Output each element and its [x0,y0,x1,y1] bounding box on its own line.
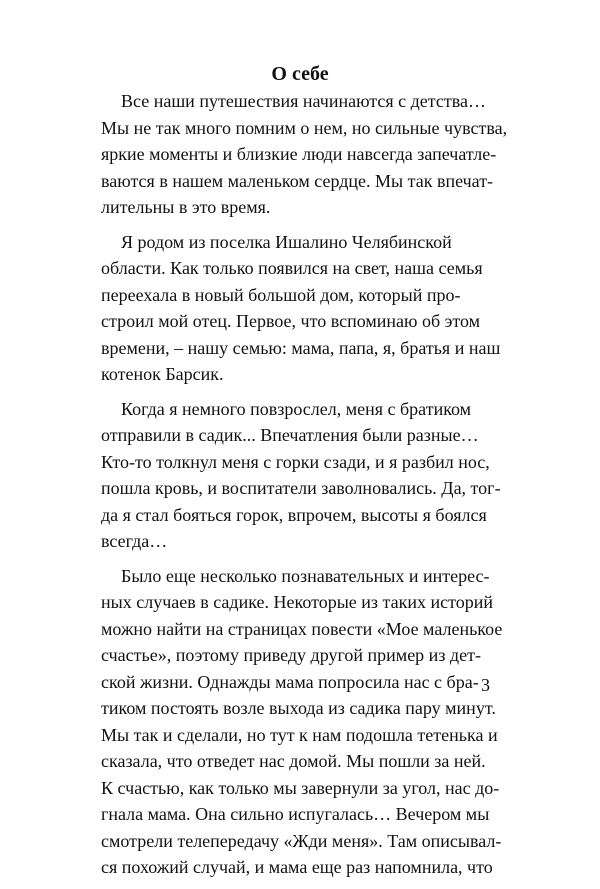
paragraph-1 [101,88,508,221]
text-line: ных случаев в садике. Некоторые из таких историй [101,592,494,612]
text-line: Было еще несколько познавательных и интерес- [121,565,490,586]
text-line: да я стал бояться горок, впрочем, высоты я боялся [101,504,487,525]
text-line: отправили в садик... Впечатления были разные… [101,425,479,445]
text-line: области. Как только появился на свет, наша семья [101,258,483,278]
text-line: Кто-то толкнул меня с горки сзади, и я разбил нос, [101,451,490,472]
text-line: Мы так и сделали, но тут к нам подошла тетенька и [101,724,498,745]
text-line: котенок Барсик. [101,364,224,384]
text-line: ской жизни. Однажды мама попросила нас с бра- [101,671,479,692]
text-line: строил мой отец. Первое, что вспоминаю об этом [101,311,481,331]
paragraph-2 [101,229,501,388]
text-line: тиком постоять возле выхода из садика пару минут. [101,698,496,718]
text-line: переехала в новый большой дом, который про- [101,284,461,305]
text-line: гнала мама. Она сильно испугалась… Вечером мы [101,804,490,824]
text-line: лительны в это время. [101,197,271,217]
text-line: сказала, что отведет нас домой. Мы пошли за ней. [101,751,486,771]
page-title: О себе [271,63,329,85]
paragraph-3 [101,396,501,555]
text-line: К счастью, как только мы завернули за угол, нас до- [101,777,500,798]
paragraph-4 [101,563,503,881]
body-text [101,88,508,889]
text-line: Я родом из поселка Ишалино Челябинской [121,231,452,252]
text-line: Все наши путешествия начинаются с детства… [121,91,486,111]
text-line: времени, – нашу семью: мама, папа, я, братья и наш [101,337,501,358]
page-number: 3 [481,675,490,695]
text-line: Когда я немного повзрослел, меня с братиком [121,398,472,419]
text-line: ваются в нашем маленьком сердце. Мы так впечат- [101,170,494,191]
text-line: счастье», поэтому приведу другой пример из дет- [101,645,481,665]
text-line: Мы не так много помним о нем, но сильные чувства, [101,117,508,138]
text-line: смотрели телепередачу «Жди меня». Там описывал- [101,830,502,851]
text-line: пошла кровь, и воспитатели заволновались. Да, тог- [101,478,501,498]
text-line: всегда… [101,531,168,551]
text-line: можно найти на страницах повести «Мое маленькое [101,618,503,639]
text-line: яркие моменты и близкие люди навсегда запечатле- [101,144,497,164]
text-line: ся похожий случай, и мама еще раз напомнила, что [101,857,493,877]
